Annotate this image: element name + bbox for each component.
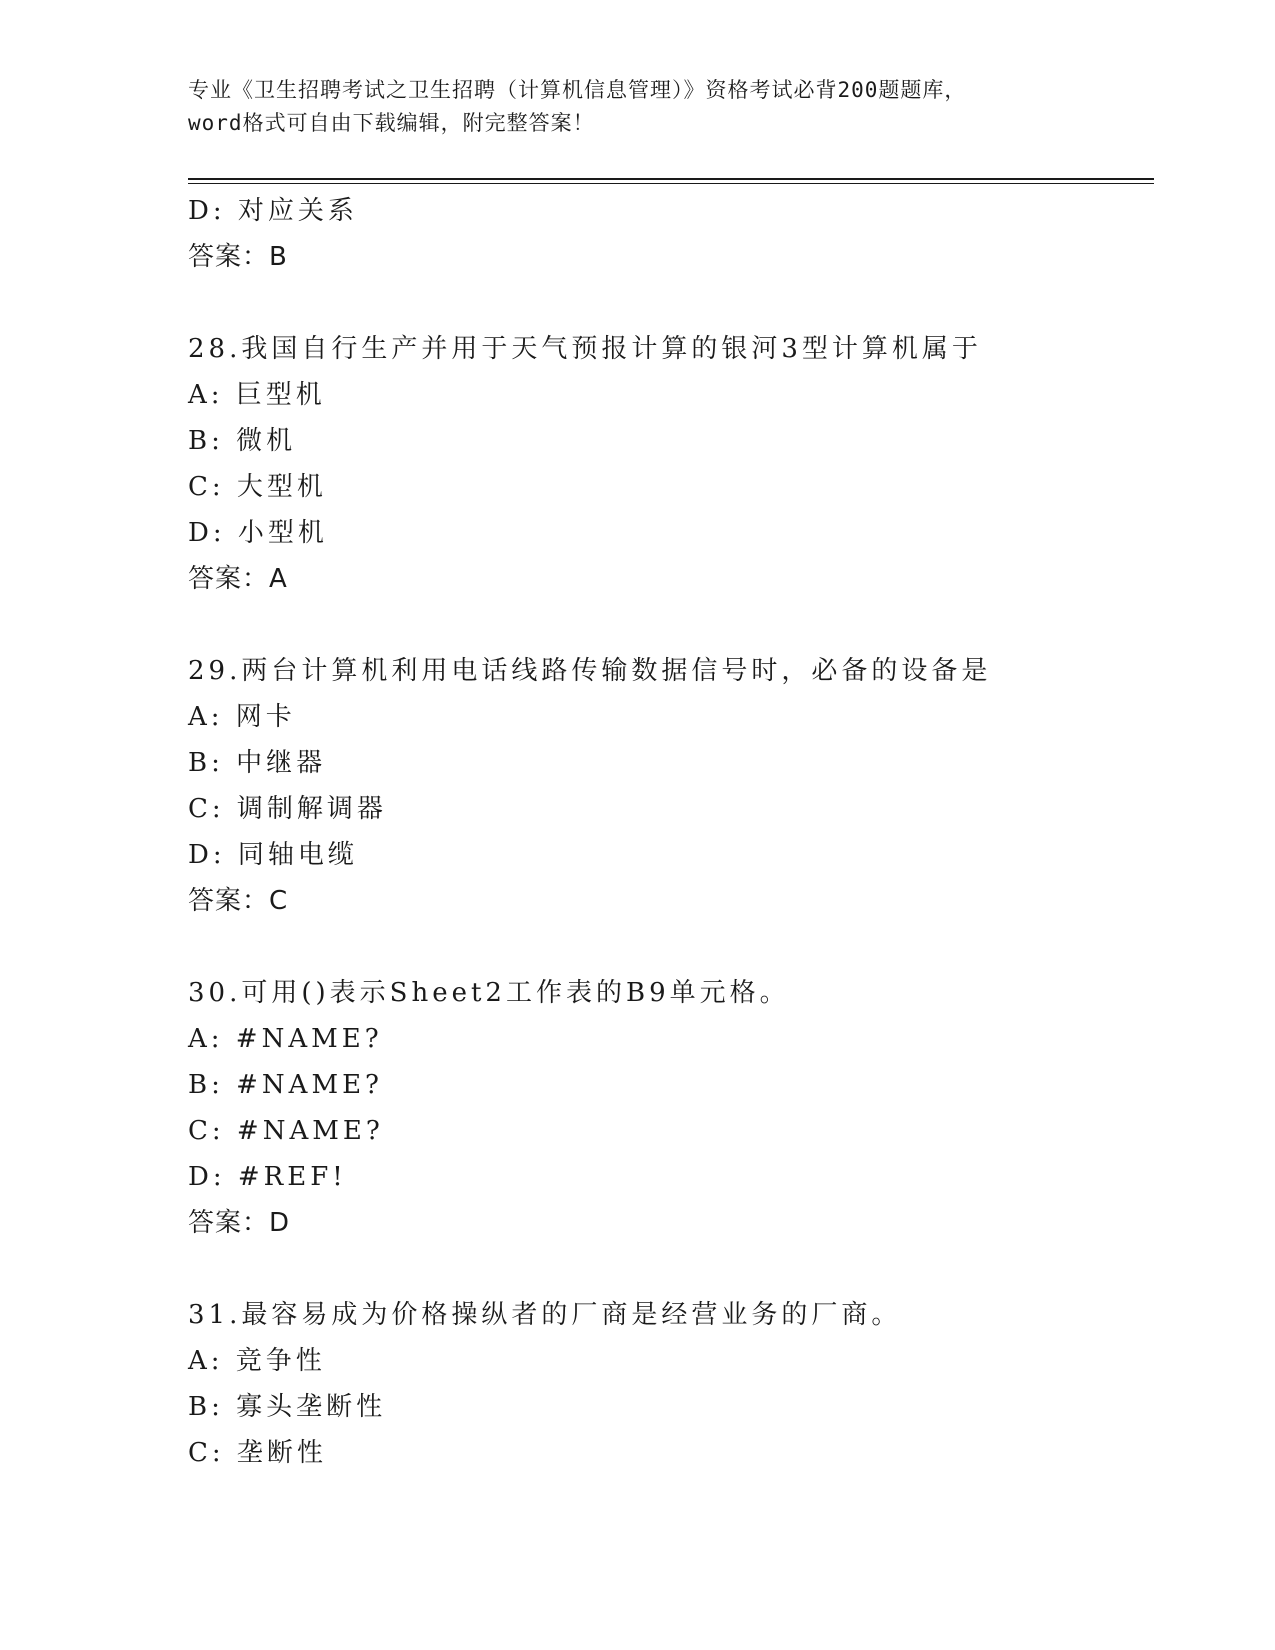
answer-text: 答案：D [188, 1208, 291, 1238]
spacer [188, 924, 1154, 970]
answer-text: 答案：C [188, 886, 289, 916]
option-text: A: 竞争性 [188, 1346, 326, 1376]
option-text: C: #NAME? [188, 1116, 384, 1146]
header-divider-thick [188, 178, 1154, 180]
option-text: B: 寡头垄断性 [188, 1392, 387, 1422]
header-title-line-2: word格式可自由下载编辑，附完整答案！ [188, 111, 595, 135]
question-text: 30.可用()表示Sheet2工作表的B9单元格。 [188, 978, 790, 1008]
question-list [188, 188, 1154, 1476]
document-header [188, 74, 1088, 140]
option-text: C: 垄断性 [188, 1438, 327, 1468]
option-text: B: 微机 [188, 426, 297, 456]
option-text: D: #REF! [188, 1162, 347, 1192]
option-text: B: 中继器 [188, 748, 327, 778]
option-text: A: 巨型机 [188, 380, 326, 410]
option-text: D: 小型机 [188, 518, 328, 548]
option-text: A: #NAME? [188, 1024, 383, 1054]
question-text: 31.最容易成为价格操纵者的厂商是经营业务的厂商。 [188, 1300, 902, 1330]
answer-text: 答案：A [188, 564, 288, 594]
spacer [188, 1246, 1154, 1292]
question-text: 29.两台计算机利用电话线路传输数据信号时，必备的设备是 [188, 656, 992, 686]
option-text: D: 同轴电缆 [188, 840, 358, 870]
answer-text: 答案：B [188, 242, 288, 272]
option-text: A: 网卡 [188, 702, 296, 732]
option-text: D: 对应关系 [188, 196, 358, 226]
option-text: B: #NAME? [188, 1070, 383, 1100]
question-text: 28.我国自行生产并用于天气预报计算的银河3型计算机属于 [188, 334, 982, 364]
header-divider-thin [188, 183, 1154, 184]
header-title-line-1: 专业《卫生招聘考试之卫生招聘（计算机信息管理）》资格考试必背200题题库， [188, 78, 967, 102]
spacer [188, 602, 1154, 648]
option-text: C: 大型机 [188, 472, 327, 502]
spacer [188, 280, 1154, 326]
option-text: C: 调制解调器 [188, 794, 387, 824]
